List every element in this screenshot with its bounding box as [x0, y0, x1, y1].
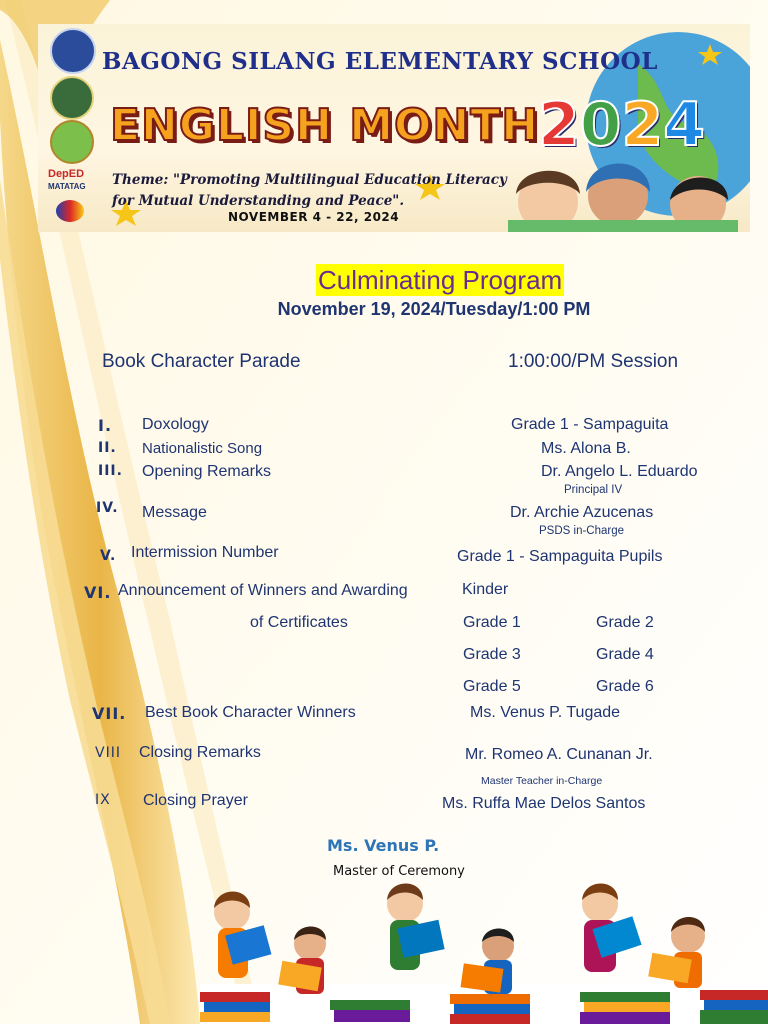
item-number: I. [98, 416, 113, 435]
event-year [538, 90, 705, 160]
event-banner [38, 24, 750, 232]
school-name: BAGONG SILANG ELEMENTARY SCHOOL [102, 48, 658, 75]
master-of-ceremony-name: Ms. Venus P. [327, 836, 440, 855]
event-name: Book Character Parade [102, 351, 301, 372]
theme-label: Theme: [112, 172, 169, 188]
theme-text: "Promoting Multilingual Education Literacy for Mutual Understanding and Peace". [112, 172, 507, 209]
item-activity: Closing Prayer [143, 792, 248, 809]
year-digit: 0 [579, 90, 622, 160]
session-time: 1:00:00/PM Session [508, 351, 679, 372]
grade-level: Grade 5 [463, 678, 521, 695]
logo-column [44, 28, 98, 228]
grade-level: Grade 1 [463, 614, 521, 631]
item-person: Mr. Romeo A. Cunanan Jr. [465, 746, 653, 763]
matatag-logo-text: MATATAG [48, 182, 86, 191]
item-activity: Doxology [142, 416, 209, 433]
item-activity: Intermission Number [131, 544, 279, 561]
item-person: Ms. Ruffa Mae Delos Santos [442, 795, 646, 812]
item-number: IV. [96, 500, 119, 516]
children-reading-illustration [200, 864, 768, 1024]
item-activity-continued: of Certificates [250, 614, 348, 631]
bagong-pilipinas-logo [56, 200, 84, 222]
year-digit: 2 [538, 90, 580, 160]
year-digit: 2 [621, 90, 664, 160]
item-person: Ms. Alona B. [541, 440, 631, 457]
grade-level: Grade 3 [463, 646, 521, 663]
item-number: VII. [92, 704, 127, 723]
item-number: V. [100, 548, 117, 564]
item-number: II. [98, 440, 117, 456]
item-number: IX [95, 792, 111, 808]
item-person: Dr. Archie Azucenas [510, 504, 654, 521]
item-number: VIII [95, 745, 121, 761]
item-role: Master Teacher in-Charge [481, 775, 603, 787]
item-activity: Message [142, 504, 207, 521]
item-number: VI. [84, 583, 112, 602]
grade-level: Grade 2 [596, 614, 654, 631]
item-role: Principal IV [564, 484, 623, 496]
division-seal-logo [50, 76, 94, 120]
event-title: ENGLISH MONTH [110, 100, 540, 151]
event-dates: NOVEMBER 4 - 22, 2024 [228, 210, 400, 224]
item-person: Dr. Angelo L. Eduardo [541, 463, 698, 480]
deped-logo-text: DepED [48, 168, 85, 180]
program-date: November 19, 2024/Tuesday/1:00 PM [277, 299, 591, 319]
item-role: PSDS in-Charge [539, 525, 625, 537]
item-activity: Nationalistic Song [142, 440, 263, 457]
item-person: Grade 1 - Sampaguita [511, 416, 669, 433]
school-seal-logo [50, 120, 94, 164]
item-activity: Closing Remarks [139, 744, 261, 761]
item-activity: Announcement of Winners and Awarding [118, 582, 408, 599]
item-activity: Best Book Character Winners [145, 704, 356, 721]
grade-level: Grade 6 [596, 678, 654, 695]
grade-level: Kinder [462, 581, 509, 598]
deped-seal-logo [50, 28, 96, 74]
theme-statement [112, 170, 532, 212]
grade-level: Grade 4 [596, 646, 654, 663]
item-activity: Opening Remarks [142, 463, 271, 480]
item-number: III. [98, 463, 123, 479]
item-person: Grade 1 - Sampaguita Pupils [457, 548, 663, 565]
year-digit: 4 [663, 90, 705, 160]
master-of-ceremony-role: Master of Ceremony [333, 864, 465, 879]
program-title: Culminating Program [318, 265, 563, 295]
item-person: Ms. Venus P. Tugade [470, 704, 621, 721]
